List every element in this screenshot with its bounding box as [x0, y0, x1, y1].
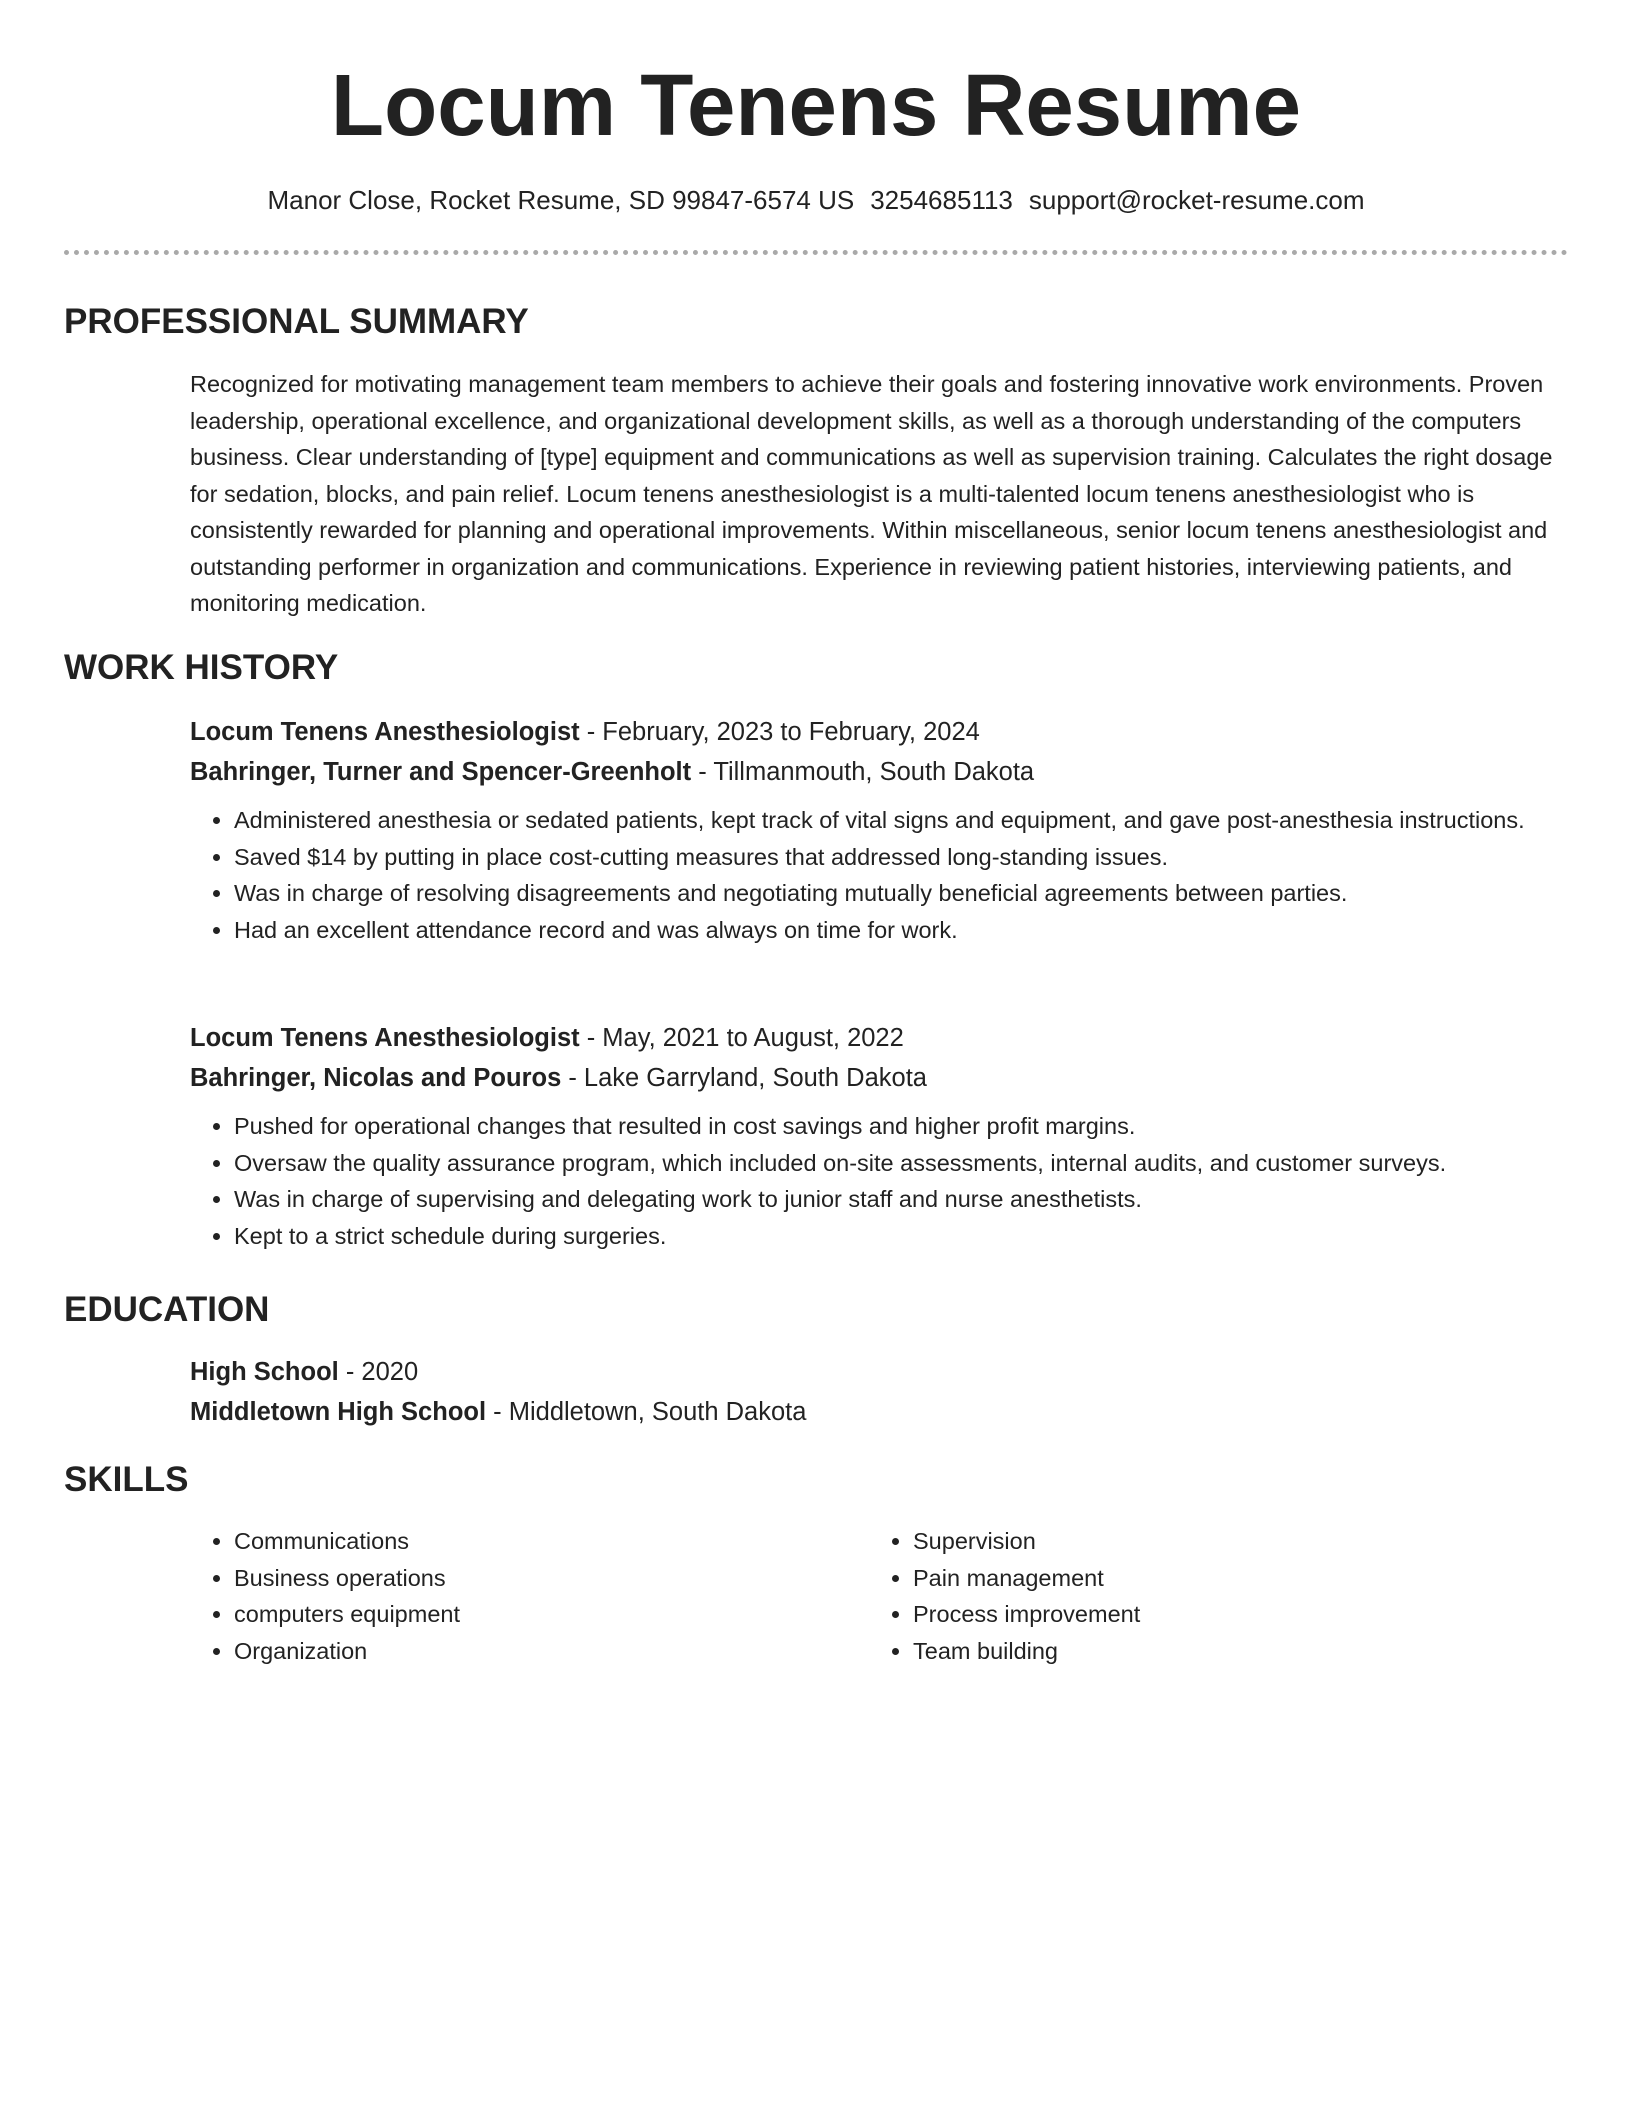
- job-entry: [190, 712, 1570, 948]
- skill-item: • Organization: [234, 1633, 850, 1670]
- job-role: Locum Tenens Anesthesiologist: [190, 718, 580, 746]
- skills-column-right: [869, 1523, 1529, 1669]
- education-degree: High School: [190, 1358, 339, 1386]
- skill-item: • computers equipment: [234, 1596, 850, 1633]
- job-bullet: • Was in charge of resolving disagreements and negotiating mutually beneficial agreements between parties.: [234, 875, 1570, 912]
- job-bullet: • Administered anesthesia or sedated patients, kept track of vital signs and equipment, and gave post-anesthesia instructions.: [234, 802, 1570, 839]
- job-bullet: • Oversaw the quality assurance program, which included on-site assessments, internal audits, and customer surveys.: [234, 1145, 1570, 1182]
- skill-item: • Team building: [913, 1633, 1529, 1670]
- contact-line: [0, 182, 1632, 218]
- job-bullet: • Was in charge of supervising and delegating work to junior staff and nurse anesthetists.: [234, 1181, 1570, 1218]
- skill-item: • Communications: [234, 1523, 850, 1560]
- education-location: - Middletown, South Dakota: [486, 1398, 807, 1426]
- education-year: - 2020: [338, 1358, 419, 1386]
- job-location: - Tillmanmouth, South Dakota: [691, 758, 1035, 786]
- skills-list: [869, 1523, 1529, 1669]
- job-entry: [190, 1018, 1570, 1254]
- contact-email: support@rocket-resume.com: [1028, 185, 1365, 215]
- job-bullet: • Kept to a strict schedule during surgeries.: [234, 1218, 1570, 1255]
- job-dates: - February, 2023 to February, 2024: [579, 718, 980, 746]
- job-title-line: [190, 712, 1570, 752]
- section-title-skills: SKILLS: [64, 1460, 189, 1499]
- skill-item: • Pain management: [913, 1560, 1529, 1597]
- job-role: Locum Tenens Anesthesiologist: [190, 1024, 580, 1052]
- contact-phone: 3254685113: [870, 185, 1013, 215]
- skill-item: • Supervision: [913, 1523, 1529, 1560]
- job-bullet-list: [190, 802, 1570, 948]
- education-entry: [190, 1352, 1570, 1432]
- resume-title: Locum Tenens Resume: [330, 57, 1302, 154]
- skill-item: • Process improvement: [913, 1596, 1529, 1633]
- job-bullet: • Had an excellent attendance record and was always on time for work.: [234, 912, 1570, 949]
- header-divider: [64, 250, 1568, 255]
- job-company: Bahringer, Turner and Spencer-Greenholt: [190, 758, 692, 786]
- job-dates: - May, 2021 to August, 2022: [579, 1024, 904, 1052]
- job-company: Bahringer, Nicolas and Pouros: [190, 1064, 562, 1092]
- education-degree-line: [190, 1352, 1570, 1392]
- skills-column-left: [190, 1523, 850, 1669]
- job-bullet: • Saved $14 by putting in place cost-cutting measures that addressed long-standing issues.: [234, 839, 1570, 876]
- job-location: - Lake Garryland, South Dakota: [561, 1064, 927, 1092]
- education-school-line: [190, 1392, 1570, 1432]
- contact-address: Manor Close, Rocket Resume, SD 99847-6574 US: [267, 185, 855, 215]
- job-bullet-list: [190, 1108, 1570, 1254]
- job-title-line: [190, 1018, 1570, 1058]
- job-bullet: • Pushed for operational changes that resulted in cost savings and higher profit margins.: [234, 1108, 1570, 1145]
- job-company-line: [190, 1058, 1570, 1098]
- summary-block: [190, 366, 1565, 622]
- skill-item: • Business operations: [234, 1560, 850, 1597]
- summary-text: Recognized for motivating management team members to achieve their goals and fostering innovative work environments. Proven leadership, operational excellence, and organizational development skills, as well as a thorough understanding of the computers business. Clear understanding of [type] equipment and communications as well as supervision training. Calculates the right dosage for sedation, blocks, and pain relief. Locum tenens anesthesiologist is a multi-talented locum tenens anesthesiologist who is consistently rewarded for planning and operational improvements. Within miscellaneous, senior locum tenens anesthesiologist and outstanding performer in organization and communications. Experience in reviewing patient histories, interviewing patients, and monitoring medication.: [190, 371, 1553, 616]
- skills-list: [190, 1523, 850, 1669]
- section-title-work-history: WORK HISTORY: [64, 648, 339, 687]
- job-company-line: [190, 752, 1570, 792]
- section-title-summary: PROFESSIONAL SUMMARY: [64, 302, 529, 341]
- education-school: Middletown High School: [190, 1398, 487, 1426]
- section-title-education: EDUCATION: [64, 1290, 270, 1329]
